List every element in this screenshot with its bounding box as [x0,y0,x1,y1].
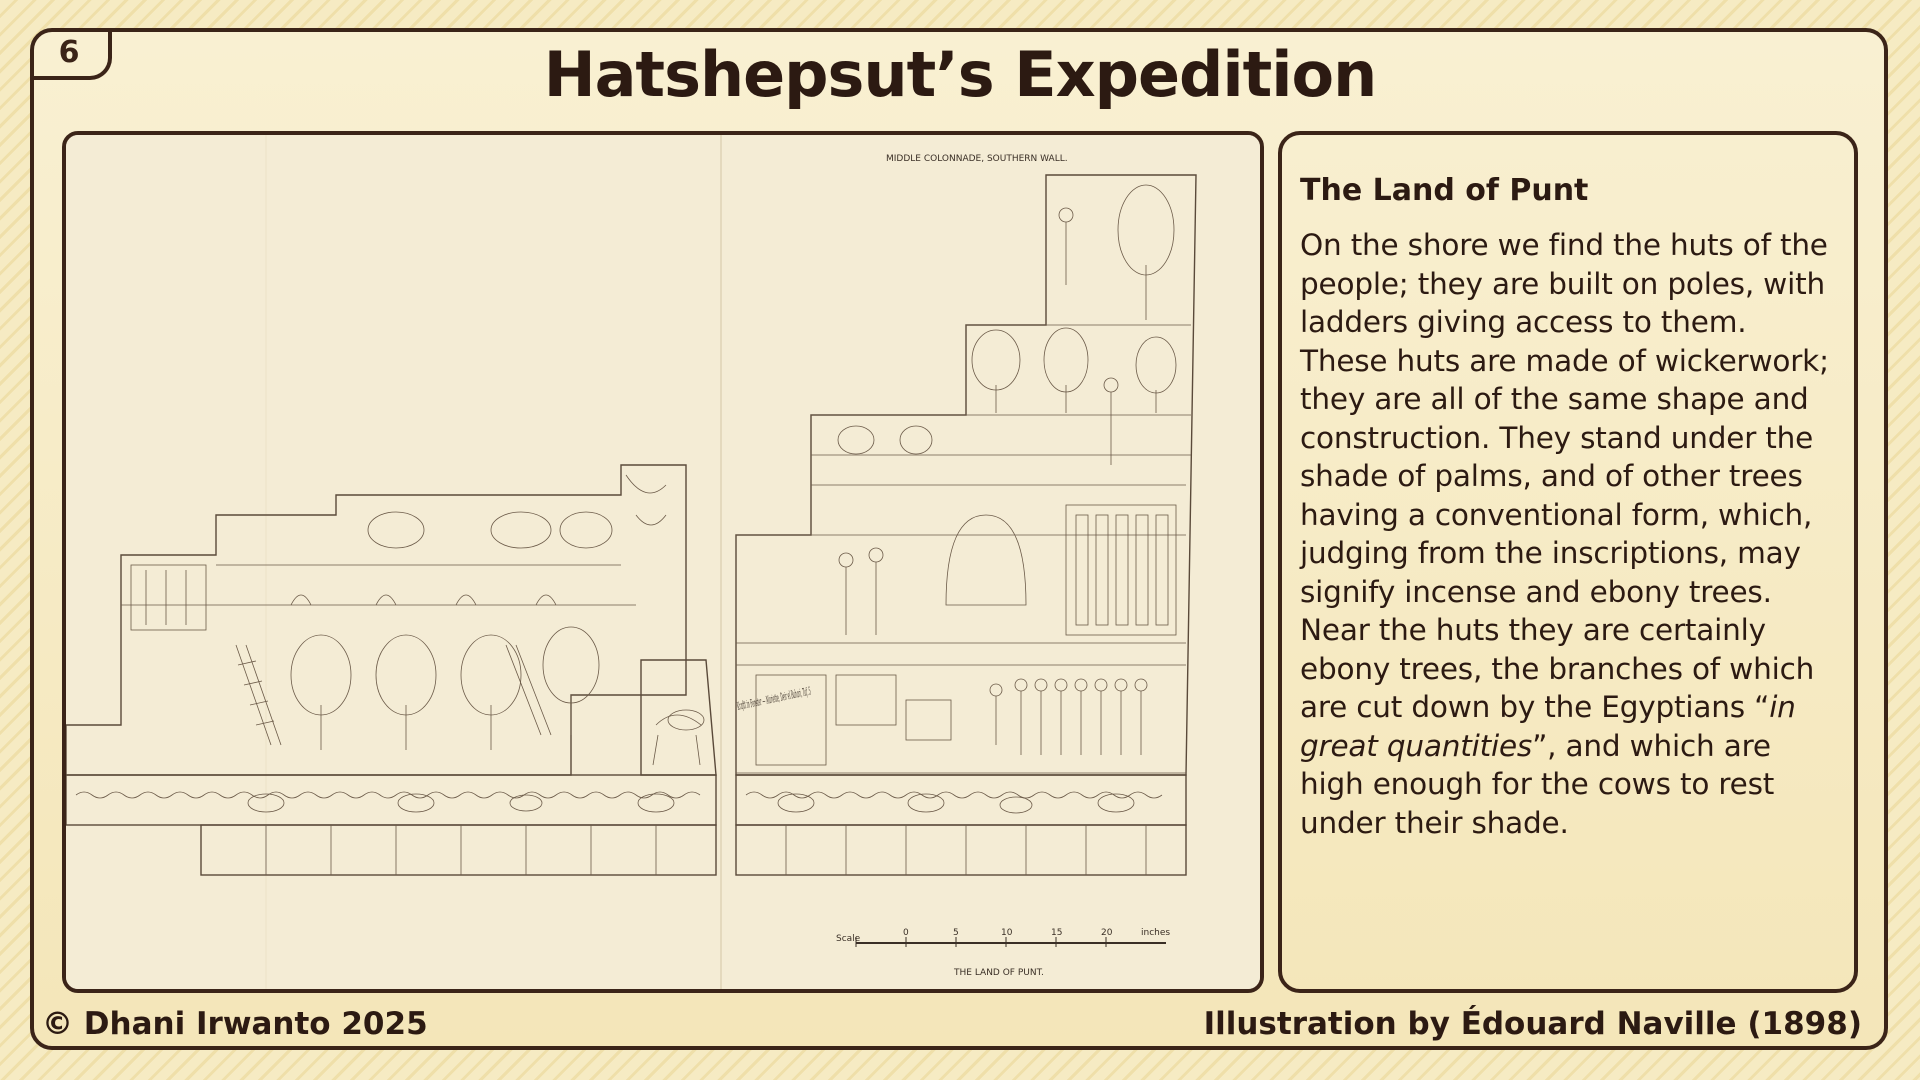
scale-tick: 10 [1001,928,1013,938]
illustration-bottom-caption: THE LAND OF PUNT. [954,968,1044,978]
scale-tick: 20 [1101,928,1113,938]
illustration-top-caption: MIDDLE COLONNADE, SOUTHERN WALL. [886,154,1068,164]
illustration-panel [62,131,1264,993]
scale-label: Scale [836,934,861,944]
body-emphasis: in great quantities [1300,690,1796,763]
credit-footer: Illustration by Édouard Naville (1898) [1203,1006,1862,1042]
body-text-part2: ”, and which are high enough for the cows to rest under their shade. [1300,728,1775,840]
page-title: Hatshepsut’s Expedition [543,38,1377,111]
body-text-part1: On the shore we find the huts of the people; they are built on poles, with ladders giving access to them. These huts are made of wickerwork; they are all of the same shape and construction. They stand under the shade of palms, and of other trees having a conventional form, which, judging from the inscriptions, may signify incense and ebony trees. Near the huts they are certainly ebony trees, the branches of which are cut down by the Egyptians “ [1300,228,1829,724]
scale-unit: inches [1141,928,1171,938]
copyright-footer: © Dhani Irwanto 2025 [42,1006,428,1042]
scale-tick: 0 [903,928,909,938]
scale-tick: 5 [953,928,959,938]
section-heading: The Land of Punt [1300,173,1589,208]
body-paragraph [1300,226,1836,842]
punt-relief-illustration [66,135,1260,989]
text-panel [1278,131,1858,993]
scale-tick: 15 [1051,928,1063,938]
page-number: 6 [30,28,112,80]
